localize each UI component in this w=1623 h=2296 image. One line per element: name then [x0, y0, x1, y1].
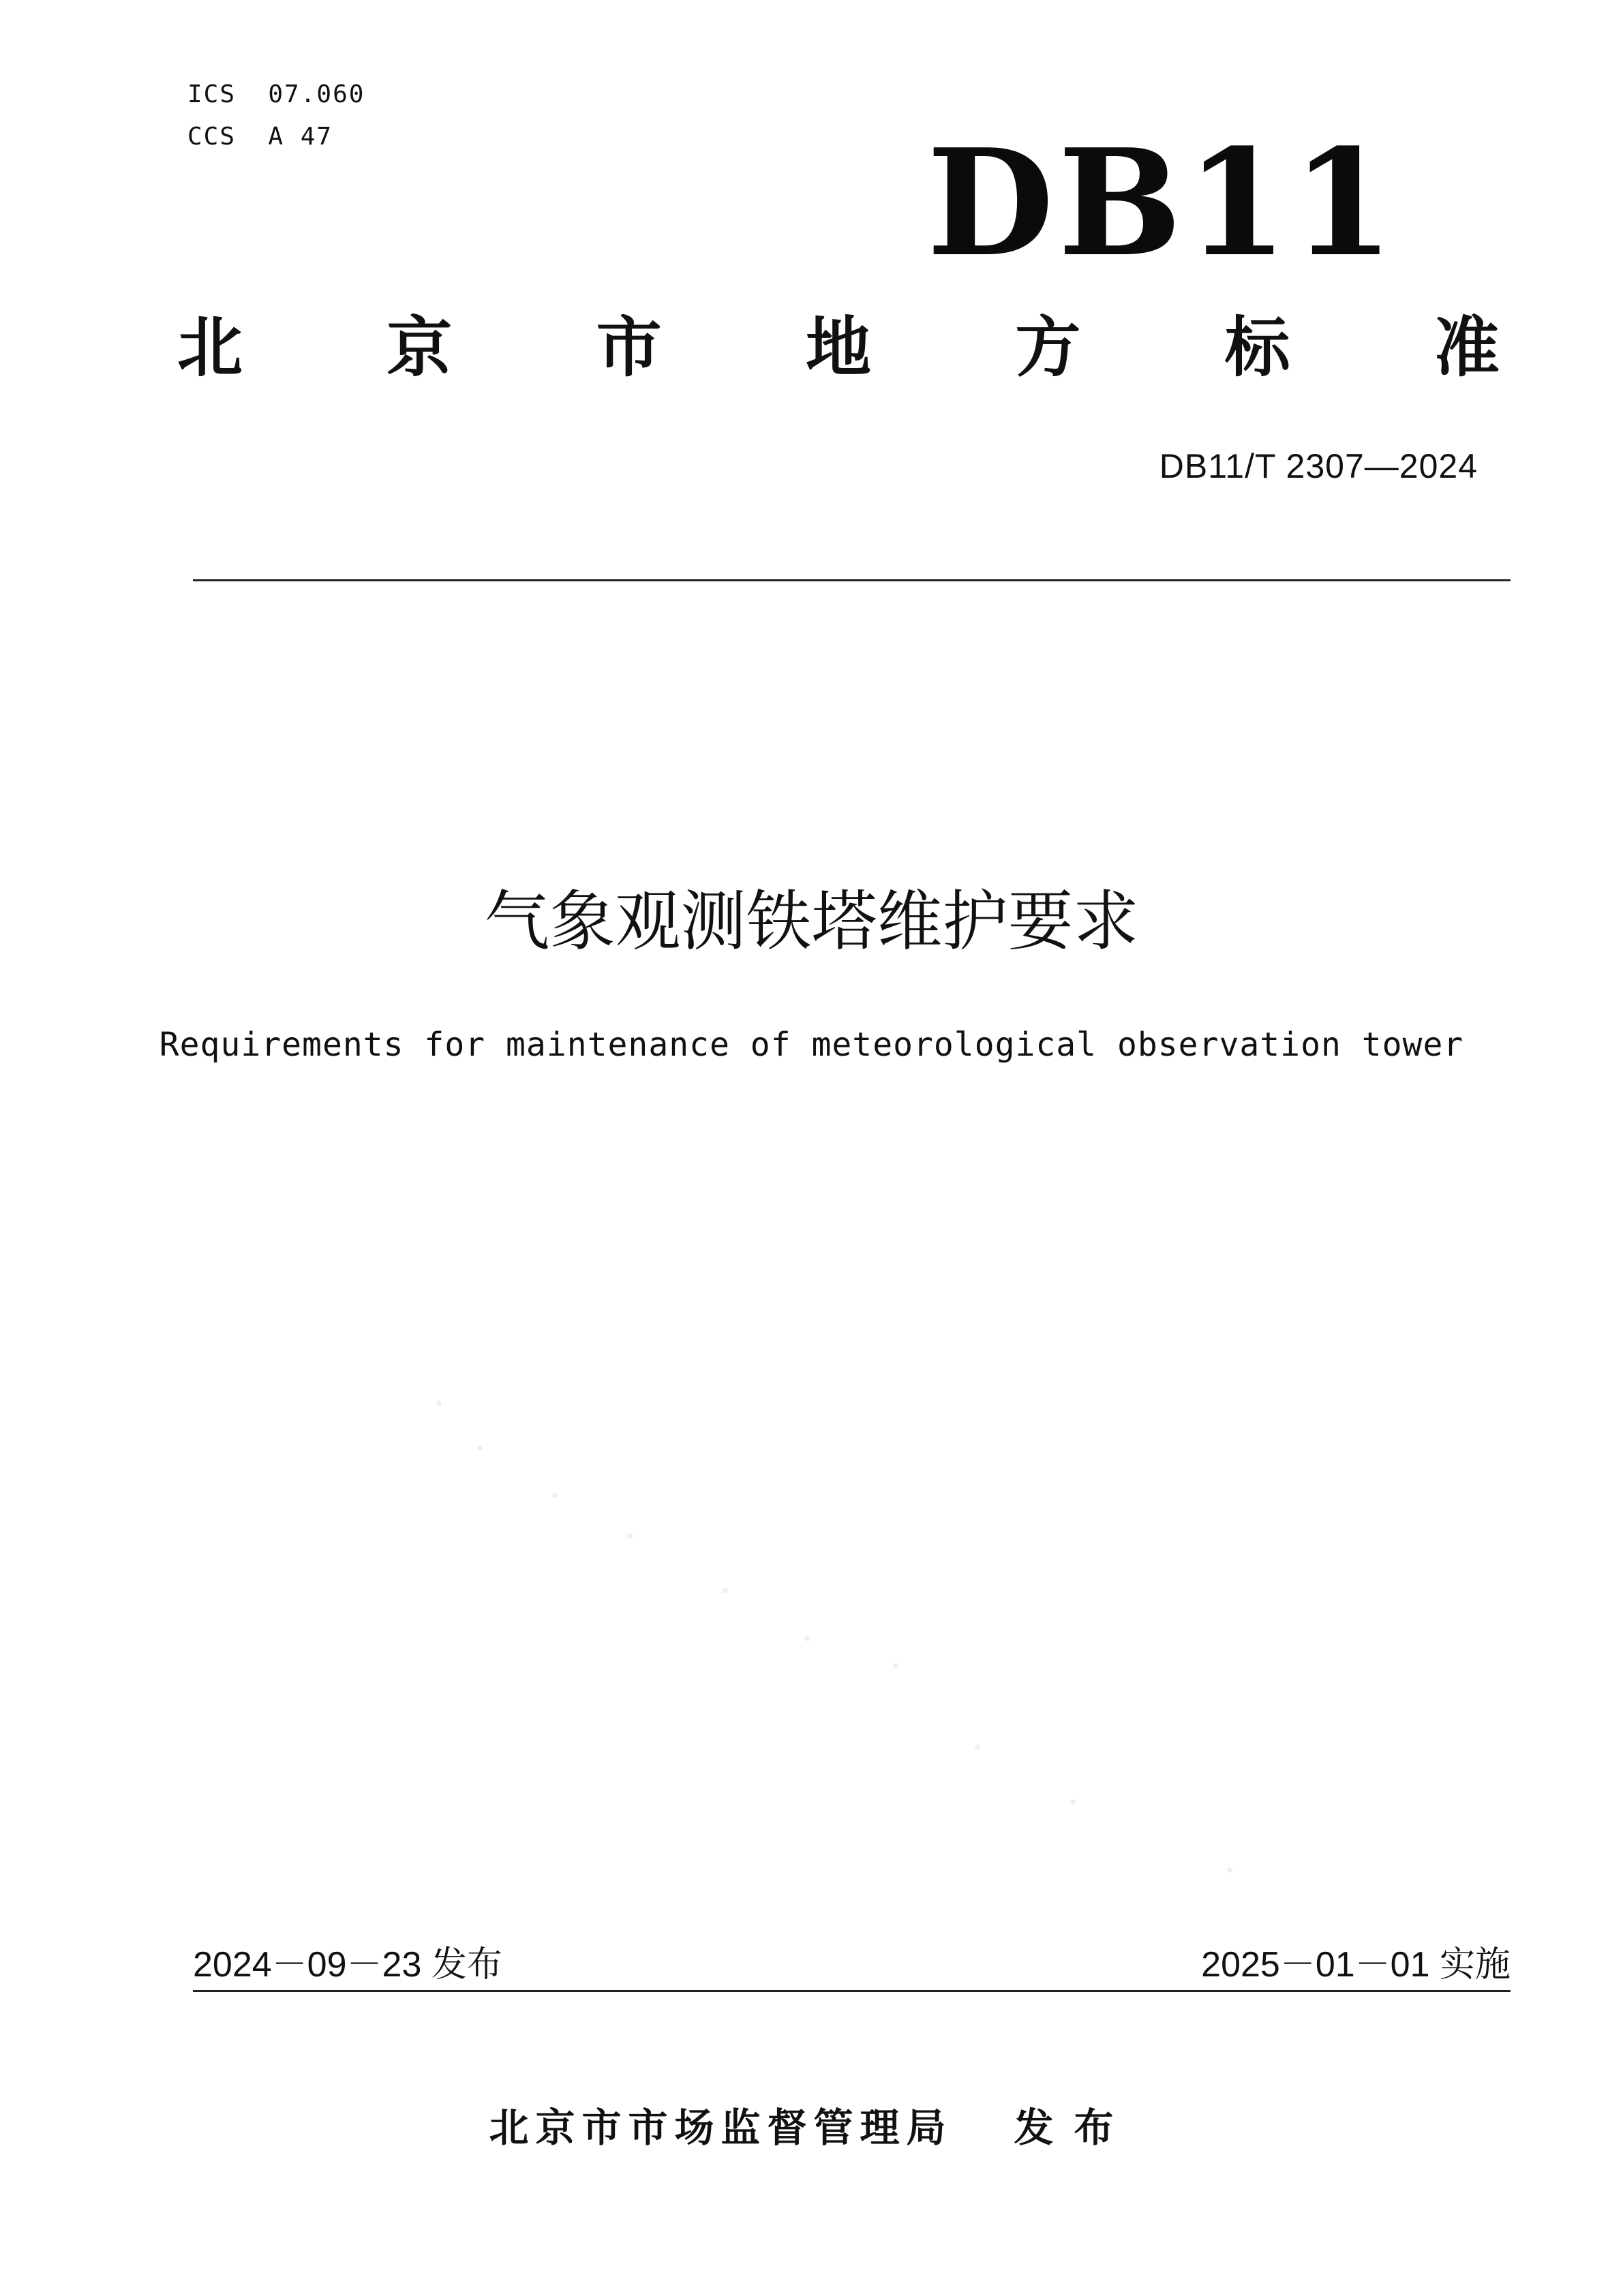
standard-type-heading — [177, 309, 1500, 386]
date-divider — [193, 1990, 1511, 1992]
document-title-english: Requirements for maintenance of meteorological observation tower — [159, 1026, 1464, 1064]
standard-number: DB11/T 2307—2024 — [1159, 447, 1478, 485]
standard-logo: DB11 — [926, 117, 1398, 289]
standard-type-char: 方 — [1015, 309, 1081, 386]
implement-label: 实施 — [1439, 1944, 1511, 1985]
ccs-code: CCS A 47 — [187, 123, 333, 151]
standard-type-char: 准 — [1434, 309, 1500, 386]
implement-date — [1201, 1935, 1511, 1987]
standard-type-char: 市 — [596, 309, 662, 386]
publisher-name: 北京市市场监督管理局 — [489, 2104, 953, 2151]
document-title-chinese: 气象观测铁塔维护要求 — [484, 883, 1139, 960]
standard-type-char: 地 — [805, 309, 871, 386]
implement-date-value: 2025－01－01 — [1201, 1945, 1430, 1985]
standard-type-char: 京 — [386, 309, 453, 386]
standard-type-char: 北 — [177, 309, 243, 386]
publisher-line — [0, 2096, 1623, 2153]
publish-date — [193, 1935, 502, 1987]
ics-code: ICS 07.060 — [187, 80, 365, 108]
publish-date-value: 2024－09－23 — [193, 1945, 422, 1985]
publish-label: 发布 — [431, 1944, 502, 1985]
standard-type-char: 标 — [1224, 309, 1290, 386]
publisher-action: 发布 — [1014, 2104, 1134, 2151]
header-divider — [193, 579, 1511, 581]
